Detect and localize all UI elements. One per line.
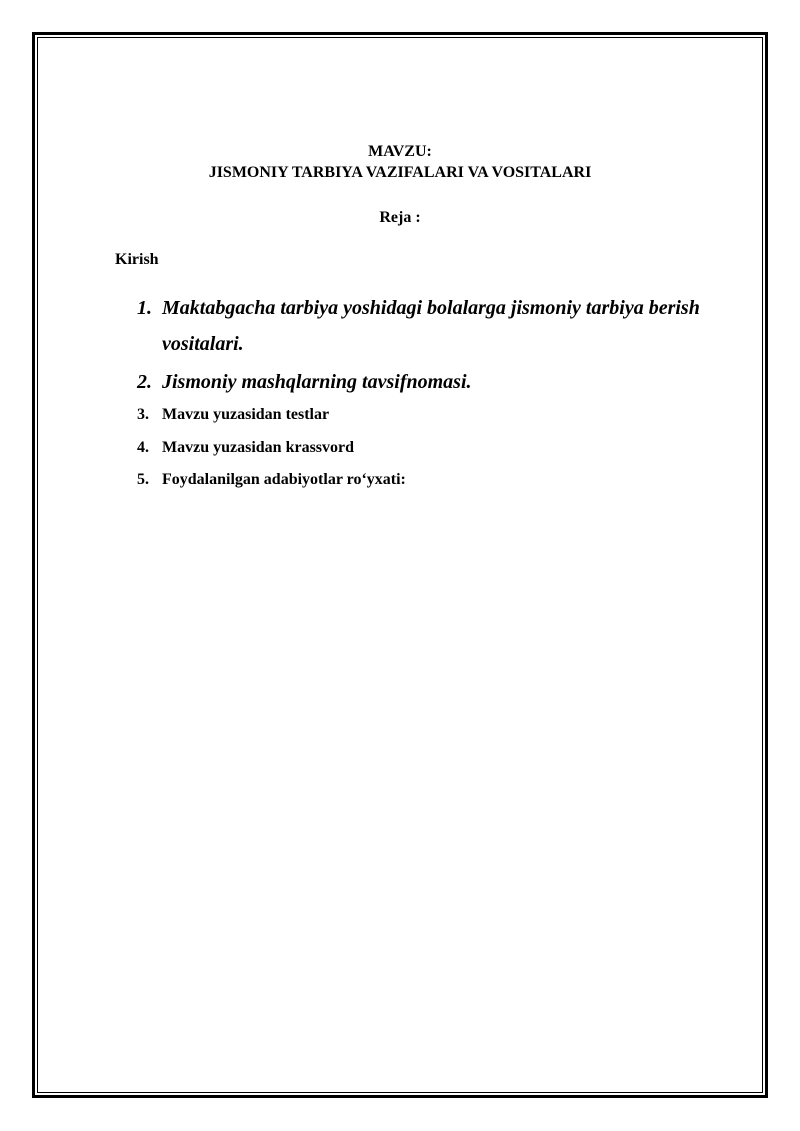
topic-label: MAVZU: bbox=[368, 143, 432, 160]
list-item-text: Foydalanilgan adabiyotlar ro‘yxati: bbox=[162, 471, 406, 488]
list-item-number: 2. bbox=[137, 371, 152, 393]
list-item-text: Mavzu yuzasidan krassvord bbox=[162, 439, 355, 456]
introduction-heading: Kirish bbox=[115, 251, 159, 268]
list-item-text: Jismoniy mashqlarning tavsifnomasi. bbox=[162, 371, 472, 393]
topic-title: JISMONIY TARBIYA VAZIFALARI VA VOSITALARI bbox=[208, 164, 592, 181]
list-item-number: 3. bbox=[137, 406, 149, 423]
list-item-number: 1. bbox=[137, 297, 152, 319]
list-item-text: Mavzu yuzasidan testlar bbox=[162, 406, 330, 423]
list-item-text: Maktabgacha tarbiya yoshidagi bolalarga jismoniy tarbiya berish vositalari. bbox=[162, 297, 700, 355]
plan-label: Reja : bbox=[379, 209, 421, 226]
list-item-number: 4. bbox=[137, 439, 149, 456]
list-item-number: 5. bbox=[137, 471, 149, 488]
